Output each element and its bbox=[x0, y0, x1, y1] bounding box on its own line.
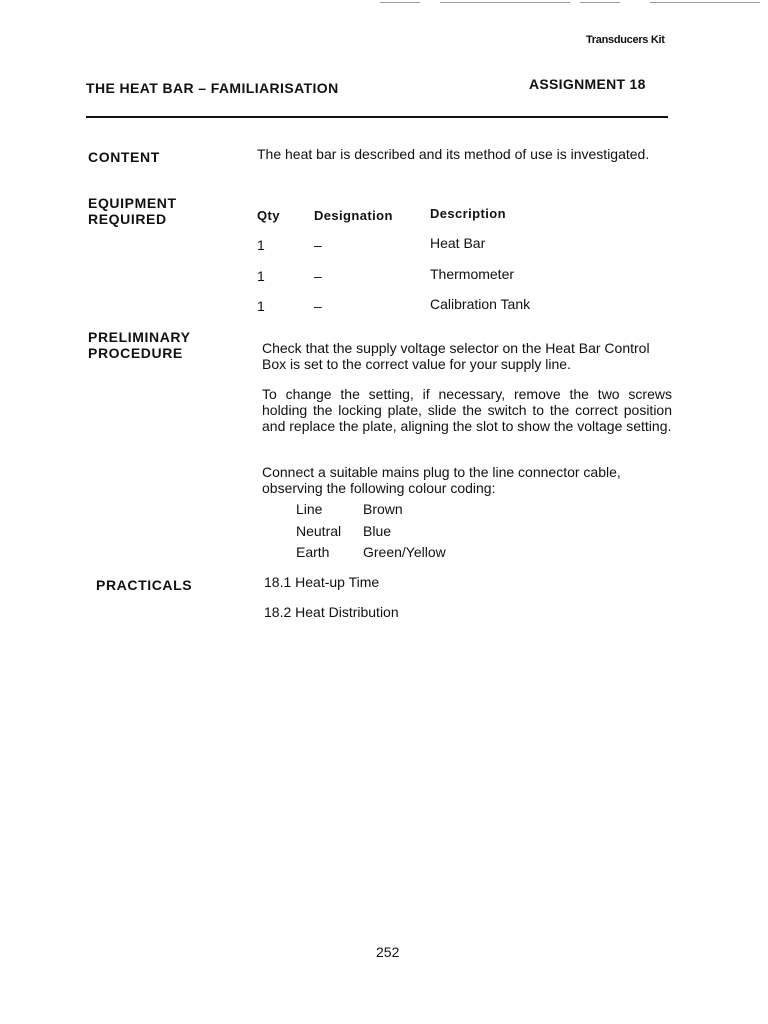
equipment-header-designation: Designation bbox=[314, 208, 393, 223]
preliminary-label-line1: PRELIMINARY bbox=[88, 329, 191, 345]
colour-code-wire: Neutral bbox=[296, 523, 342, 539]
colour-code-colour: Blue bbox=[363, 523, 392, 539]
header-rule bbox=[86, 116, 668, 118]
preliminary-paragraph: To change the setting, if necessary, remove the two screws holding the locking plate, slide the switch to the correct position and replace the plate, aligning the slot to show the voltage setting. bbox=[262, 386, 672, 434]
scan-artifact-line bbox=[580, 2, 620, 3]
preliminary-paragraph: Connect a suitable mains plug to the line connector cable, observing the following colour coding: bbox=[262, 464, 621, 496]
equipment-row-description: Calibration Tank bbox=[430, 296, 531, 312]
scan-artifact-line bbox=[380, 2, 420, 3]
practicals-label: PRACTICALS bbox=[96, 577, 193, 593]
preliminary-paragraph: Check that the supply voltage selector on the Heat Bar Control Box is set to the correct value for your supply line. bbox=[262, 340, 650, 372]
equipment-row-qty: 1 bbox=[257, 298, 265, 314]
equipment-header-description: Description bbox=[430, 206, 506, 221]
content-text: The heat bar is described and its method of use is investigated. bbox=[257, 146, 650, 162]
scan-artifact-line bbox=[440, 2, 570, 3]
equipment-row-designation: – bbox=[314, 298, 322, 314]
colour-code-wire: Line bbox=[296, 501, 323, 517]
equipment-header-qty: Qty bbox=[257, 208, 280, 223]
equipment-row-description: Heat Bar bbox=[430, 235, 486, 251]
practical-item: 18.2 Heat Distribution bbox=[264, 604, 399, 620]
scan-artifact-line bbox=[650, 2, 760, 3]
equipment-row-description: Thermometer bbox=[430, 266, 515, 282]
colour-code-colour: Green/Yellow bbox=[363, 544, 446, 560]
equipment-row-designation: – bbox=[314, 237, 322, 253]
colour-code-wire: Earth bbox=[296, 544, 330, 560]
colour-code-colour: Brown bbox=[363, 501, 403, 517]
equipment-row-qty: 1 bbox=[257, 237, 265, 253]
content-label: CONTENT bbox=[88, 149, 160, 165]
equipment-label-line2: REQUIRED bbox=[88, 211, 167, 227]
assignment-number: ASSIGNMENT 18 bbox=[529, 76, 646, 92]
equipment-label-line1: EQUIPMENT bbox=[88, 195, 177, 211]
page-number: 252 bbox=[376, 944, 400, 960]
practical-item: 18.1 Heat-up Time bbox=[264, 574, 380, 590]
page-title: THE HEAT BAR – FAMILIARISATION bbox=[86, 80, 339, 96]
running-header: Transducers Kit bbox=[586, 34, 665, 46]
preliminary-label-line2: PROCEDURE bbox=[88, 345, 183, 361]
equipment-row-qty: 1 bbox=[257, 268, 265, 284]
equipment-row-designation: – bbox=[314, 268, 322, 284]
